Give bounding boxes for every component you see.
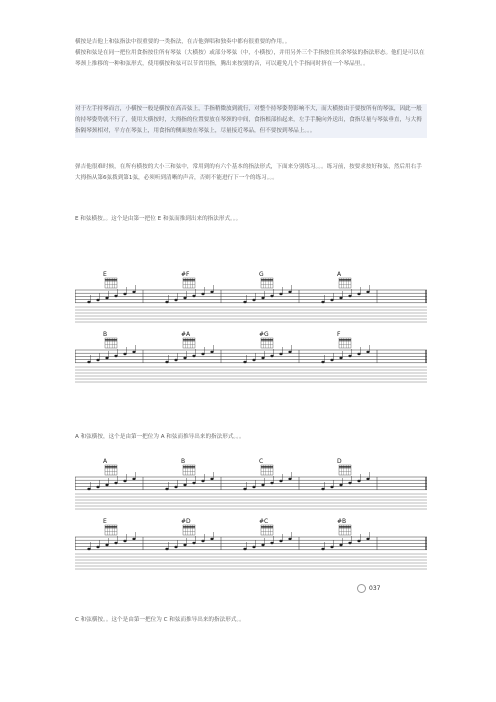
section-caption-e-chord: E 和弦横按。。这个是由第一把位 E 和弦而推到出来的指法形式。。。: [75, 216, 242, 222]
note-head: [357, 540, 360, 542]
barre-mark: [339, 279, 351, 280]
barre-mark: [339, 466, 351, 467]
note-head: [165, 361, 168, 363]
note-head: [132, 538, 135, 540]
note-head: [339, 484, 342, 486]
chord-name-label: E: [103, 518, 107, 525]
note-head: [132, 291, 135, 293]
note-head: [201, 480, 204, 482]
note-head: [174, 359, 177, 361]
note-head: [288, 478, 291, 480]
note-head: [279, 540, 282, 542]
note-head: [192, 482, 195, 484]
note-head: [201, 540, 204, 542]
barre-mark: [105, 466, 117, 467]
intro-paragraph-1: 横按是吉他上和弦指法中很重要的一类指法，在吉他弹唱和独奏中都有很重要的作用。。: [75, 39, 291, 45]
note-head: [114, 355, 117, 357]
chord-name-label: #F: [181, 271, 190, 278]
note-head: [165, 488, 168, 490]
note-head: [96, 486, 99, 488]
note-head: [321, 488, 324, 490]
chord-score-a: [75, 455, 427, 580]
note-head: [105, 544, 108, 546]
note-head: [339, 544, 342, 546]
note-head: [123, 293, 126, 295]
note-head: [210, 478, 213, 480]
note-head: [348, 542, 351, 544]
section-caption-a-chord: A 和弦横按，这个是由第一把位为 A 和弦而推导出来的指法形式。。。: [75, 434, 245, 440]
note-head: [96, 546, 99, 548]
section-caption-c-chord: C 和弦横按。。这个是由第一把位为 C 和弦而推导出来的指法形式。。: [75, 617, 245, 623]
note-head: [210, 351, 213, 353]
intro-paragraph-2: 横按和弦是在同一把位用食指按住所有琴弦（大横按）或部分琴弦（中，小横按），并用另外三个手指按住其余琴弦的指法形态。他们是可以在琴颈上推移的一种和弦形式，使用横按和弦可以节省用指，腾出来按别的音，可以避免几个手指同时挤在一个琴品里。。: [75, 50, 425, 68]
note-head: [183, 357, 186, 359]
note-head: [357, 353, 360, 355]
barre-mark: [183, 279, 195, 280]
note-head: [261, 357, 264, 359]
intro-paragraph-4: 弹吉他很难时候，在所有横按的大小三和弦中，常用到的有六个基本的指法形式，下面来分别练习。。。练习前，按要求按好和弦，然后用右手大拇指从第6弦拨到第1弦，必须听到清晰的声音，否则不能进行下一个的练习。。。: [75, 164, 422, 182]
chord-name-label: #A: [181, 331, 191, 338]
barre-mark: [261, 339, 273, 340]
note-head: [243, 301, 246, 303]
note-head: [366, 478, 369, 480]
note-head: [288, 538, 291, 540]
note-head: [201, 353, 204, 355]
note-head: [183, 484, 186, 486]
note-head: [348, 355, 351, 357]
note-head: [270, 542, 273, 544]
note-head: [339, 297, 342, 299]
note-head: [123, 353, 126, 355]
note-head: [132, 478, 135, 480]
note-head: [270, 295, 273, 297]
note-head: [105, 357, 108, 359]
note-head: [270, 355, 273, 357]
note-head: [288, 291, 291, 293]
barre-mark: [339, 526, 351, 527]
note-head: [210, 538, 213, 540]
note-head: [114, 295, 117, 297]
note-head: [192, 542, 195, 544]
note-head: [183, 297, 186, 299]
note-head: [114, 482, 117, 484]
note-head: [210, 291, 213, 293]
barre-mark: [183, 526, 195, 527]
note-head: [261, 484, 264, 486]
chord-name-label: F: [337, 331, 341, 338]
note-head: [165, 301, 168, 303]
note-head: [243, 488, 246, 490]
note-head: [132, 351, 135, 353]
page-number: 037: [357, 584, 380, 593]
chord-name-label: A: [337, 271, 342, 278]
barre-mark: [105, 279, 117, 280]
note-head: [348, 295, 351, 297]
note-head: [279, 353, 282, 355]
note-head: [174, 486, 177, 488]
intro-paragraph-3: 对于左手持琴而言，小横按一般是横按在高音弦上，手指稍微放到就行，对整个持琴姿势影响不大，而大横按由于要按所有的琴弦，因此一般的持琴姿势就不行了，使用大横按时，大拇指的位置要放在琴颈的中间，食指根部抬起来，左手手腕向外送出，食指尽量与琴弦垂直，与大拇指隔琴颈相对，平方在琴弦上，用食指的侧面按在琴弦上，尽量接近琴品，但不要按到琴品上。。。: [75, 104, 427, 138]
note-head: [183, 544, 186, 546]
note-head: [330, 359, 333, 361]
note-head: [330, 299, 333, 301]
note-head: [96, 359, 99, 361]
note-head: [366, 351, 369, 353]
note-head: [279, 293, 282, 295]
note-head: [279, 480, 282, 482]
note-head: [288, 351, 291, 353]
note-head: [201, 293, 204, 295]
barre-mark: [183, 466, 195, 467]
note-head: [321, 301, 324, 303]
chord-name-label: #C: [259, 518, 269, 525]
note-head: [357, 480, 360, 482]
barre-mark: [261, 279, 273, 280]
chord-name-label: C: [259, 458, 264, 465]
barre-mark: [261, 526, 273, 527]
barre-mark: [339, 339, 351, 340]
note-head: [87, 488, 90, 490]
note-head: [321, 548, 324, 550]
note-head: [105, 297, 108, 299]
note-head: [174, 299, 177, 301]
disc-icon: [357, 584, 366, 593]
note-head: [261, 544, 264, 546]
note-head: [123, 540, 126, 542]
chord-score-e: [75, 268, 427, 388]
barre-mark: [261, 466, 273, 467]
note-head: [330, 486, 333, 488]
note-head: [348, 482, 351, 484]
note-head: [192, 295, 195, 297]
chord-diagram-score: [75, 268, 427, 388]
chord-name-label: A: [103, 458, 108, 465]
chord-name-label: #D: [181, 518, 191, 525]
note-head: [330, 546, 333, 548]
note-head: [87, 361, 90, 363]
note-head: [252, 299, 255, 301]
note-head: [366, 291, 369, 293]
chord-name-label: D: [337, 458, 342, 465]
note-head: [243, 361, 246, 363]
note-head: [261, 297, 264, 299]
chord-name-label: B: [103, 331, 108, 338]
note-head: [339, 357, 342, 359]
note-head: [357, 293, 360, 295]
note-head: [192, 355, 195, 357]
note-head: [87, 548, 90, 550]
chord-diagram-score: [75, 455, 427, 580]
chord-name-label: E: [103, 271, 107, 278]
barre-mark: [183, 339, 195, 340]
barre-mark: [105, 526, 117, 527]
note-head: [252, 546, 255, 548]
note-head: [123, 480, 126, 482]
note-head: [243, 548, 246, 550]
note-head: [252, 359, 255, 361]
note-head: [321, 361, 324, 363]
note-head: [96, 299, 99, 301]
note-head: [105, 484, 108, 486]
chord-name-label: B: [181, 458, 186, 465]
note-head: [114, 542, 117, 544]
chord-name-label: #G: [259, 331, 269, 338]
note-head: [165, 548, 168, 550]
note-head: [366, 538, 369, 540]
chord-name-label: G: [259, 271, 264, 278]
chord-name-label: #B: [337, 518, 347, 525]
note-head: [174, 546, 177, 548]
barre-mark: [105, 339, 117, 340]
note-head: [87, 301, 90, 303]
note-head: [252, 486, 255, 488]
note-head: [270, 482, 273, 484]
